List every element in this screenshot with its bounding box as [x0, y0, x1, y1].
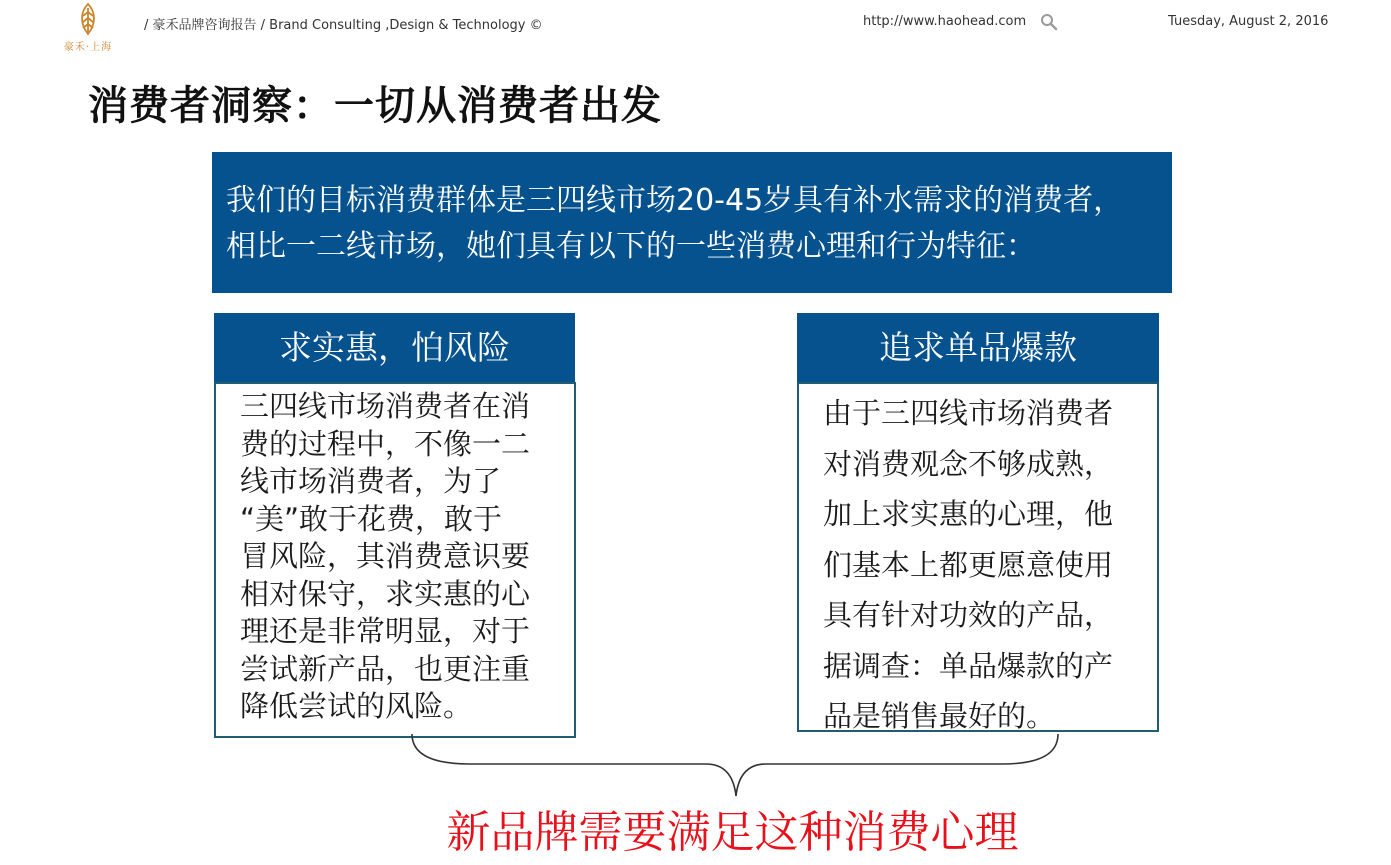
banner-line: 我们的目标消费群体是三四线市场20-45岁具有补水需求的消费者， [226, 183, 1124, 218]
brand-logo [58, 2, 118, 54]
card-text-line: 降低尝试的风险。 [240, 689, 473, 723]
banner-line: 相比一二线市场，她们具有以下的一些消费心理和行为特征： [226, 229, 1036, 264]
curly-brace-connector [410, 732, 1062, 800]
wheat-logo-icon [72, 2, 104, 36]
card-text-line: 费的过程中，不像一二 [240, 426, 531, 461]
card-text-line: 加上求实惠的心理，他 [823, 497, 1114, 531]
card-text-line: 对消费观念不够成熟， [823, 446, 1114, 481]
report-date: Tuesday, August 2, 2016 [1168, 14, 1329, 29]
card-text-line: 品是销售最好的。 [823, 699, 1056, 733]
card-body-value-seeking [214, 382, 576, 738]
card-body-hit-products [797, 382, 1159, 732]
card-text-line: “美”敢于花费，敢于 [240, 501, 503, 536]
breadcrumb: / 豪禾品牌咨询报告 / Brand Consulting ,Design & Technology © [144, 18, 543, 33]
logo-text: 豪禾·上海 [63, 42, 113, 53]
card-text-line: 三四线市场消费者在消 [240, 389, 531, 423]
card-text-line: 据调查：单品爆款的产 [823, 648, 1114, 683]
search-icon[interactable] [1040, 13, 1058, 31]
card-text-line: 们基本上都更愿意使用 [823, 547, 1114, 582]
card-text-line: 线市场消费者，为了 [240, 464, 502, 498]
card-text-line: 具有针对功效的产品， [823, 598, 1114, 632]
card-text-line: 由于三四线市场消费者 [823, 396, 1114, 430]
intro-banner [212, 152, 1172, 293]
card-text-line: 冒风险，其消费意识要 [240, 539, 531, 573]
card-text-line: 理还是非常明显，对于 [240, 614, 531, 648]
conclusion-text: 新品牌需要满足这种消费心理 [446, 807, 1019, 858]
page-title: 消费者洞察：一切从消费者出发 [88, 82, 662, 129]
site-url-link[interactable]: http://www.haohead.com [863, 14, 1027, 29]
card-text-line: 尝试新产品，也更注重 [240, 651, 531, 686]
card-text-line: 相对保守，求实惠的心 [240, 576, 531, 611]
card-heading-value-seeking: 求实惠，怕风险 [214, 313, 575, 383]
card-heading-hit-products: 追求单品爆款 [797, 313, 1159, 383]
